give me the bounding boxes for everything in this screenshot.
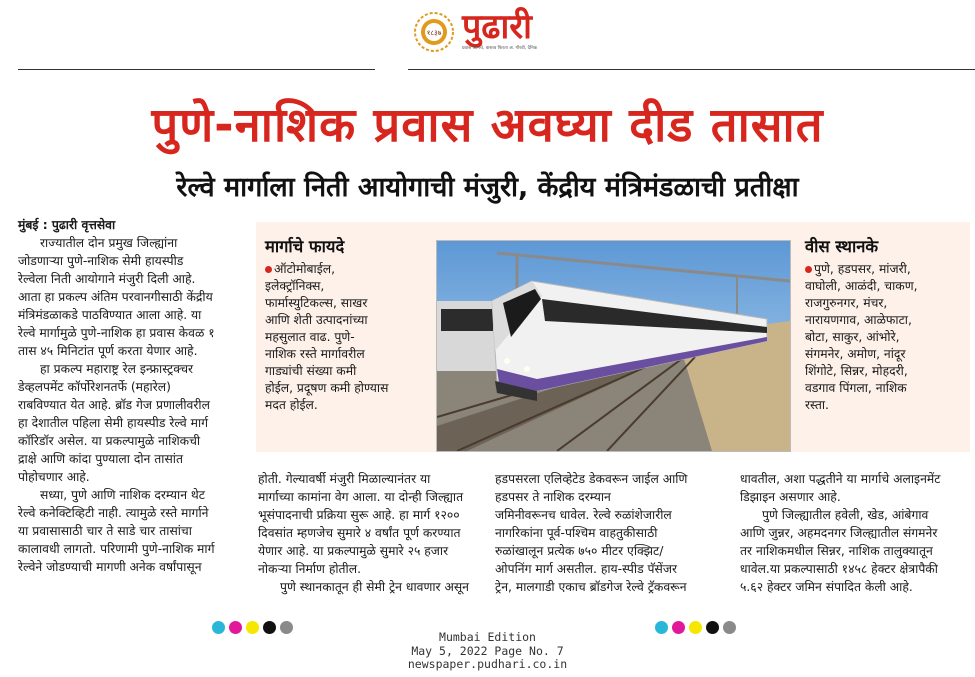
stations_box-text: रस्ता. bbox=[805, 398, 829, 412]
newspaper-logo bbox=[462, 8, 572, 54]
column-1-text bbox=[18, 234, 250, 576]
benefits_box-text: इलेक्ट्रॉनिक्स, bbox=[265, 279, 325, 293]
benefits_box-text: ऑटोमोबाईल, bbox=[274, 262, 335, 276]
footer bbox=[0, 631, 975, 672]
stations_box-text: वडगाव पिंगला, नाशिक bbox=[805, 381, 907, 395]
stations_box-text: वाघोली, आळंदी, चाकण, bbox=[805, 279, 918, 293]
stations_box-text: पुणे, हडपसर, मांजरी, bbox=[814, 262, 911, 276]
column1-line: द्राक्षे आणि कांदा पुण्याला दोन तासांत bbox=[18, 452, 183, 466]
column1-line: हा प्रकल्प महाराष्ट्र रेल इन्फ्रास्ट्रक्चर bbox=[40, 362, 194, 376]
stations_box-line bbox=[805, 295, 970, 312]
stations_box-line bbox=[805, 261, 970, 278]
stations-list bbox=[805, 261, 970, 414]
column2-line: नोकऱ्या निर्माण होतील. bbox=[258, 562, 361, 576]
benefits_box-line bbox=[265, 295, 435, 312]
column3-line: हडपसर ते नाशिक दरम्यान bbox=[495, 490, 611, 504]
column1-line: रेल्वेला निती आयोगाने मंजुरी दिली आहे. bbox=[18, 272, 196, 286]
stations_box-line bbox=[805, 329, 970, 346]
stations-title: वीस स्थानके bbox=[805, 237, 879, 256]
benefits_box-line bbox=[265, 329, 435, 346]
column1-line: सध्या, पुणे आणि नाशिक दरम्यान थेट bbox=[40, 488, 205, 502]
paper-tagline: प्रवास आमचे, वास्तव फिरता अ. गौरवी, दैनिक bbox=[462, 46, 538, 51]
train-photo bbox=[436, 240, 791, 452]
stations_box-line bbox=[805, 363, 970, 380]
stations_box-line bbox=[805, 278, 970, 295]
column4-line: तर नाशिकमधील सिन्नर, नाशिक तालुक्यातून bbox=[740, 544, 933, 558]
column2-line: होती. गेल्यावर्षी मंजुरी मिळाल्यानंतर या bbox=[258, 472, 431, 486]
emblem-text: १८३७ bbox=[426, 29, 442, 37]
column1-line: कालावधी लागतो. परिणामी पुणे-नाशिक मार्ग bbox=[18, 542, 215, 556]
benefits_box-line bbox=[265, 397, 435, 414]
column1-line: राज्यातील दोन प्रमुख जिल्ह्यांना bbox=[40, 236, 178, 250]
benefits_box-text: फार्मास्युटिकल्स, साखर bbox=[265, 296, 368, 310]
column1-line: रेल्वेने जोडण्याची मागणी अनेक वर्षांपासून bbox=[18, 560, 202, 574]
benefits_box-line bbox=[265, 380, 435, 397]
column4-line: धावेल.या प्रकल्पासाठी १४५८ हेक्टर क्षेत्रापैकी bbox=[740, 562, 938, 576]
footer-edition: Mumbai Edition bbox=[439, 630, 536, 644]
column1-line: राबविण्यात येत आहे. ब्रॉड गेज प्रणालीवरील bbox=[18, 398, 210, 412]
column-4 bbox=[740, 470, 972, 596]
column1-line: रेल्वे मार्गामुळे पुणे-नाशिक हा प्रवास केवळ १ bbox=[18, 326, 215, 340]
column-1 bbox=[18, 216, 250, 576]
masthead-rule-right bbox=[408, 69, 975, 70]
benefits_box-line bbox=[265, 346, 435, 363]
column-3 bbox=[495, 470, 733, 596]
column3-line: हडपसरला एलिव्हेटेड डेकवरून जाईल आणि bbox=[495, 472, 688, 486]
column1-line: आता हा प्रकल्प अंतिम परवानगीसाठी केंद्रीय bbox=[18, 290, 213, 304]
column1-line: डेव्हलपमेंट कॉर्पोरेशनतर्फे (महारेल) bbox=[18, 380, 171, 394]
column4-line: डिझाइन असणार आहे. bbox=[740, 490, 841, 504]
stations_box-text: बोटा, साकुर, आंभोरे, bbox=[805, 330, 900, 344]
benefits_box-line bbox=[265, 312, 435, 329]
footer-date-page: May 5, 2022 Page No. 7 bbox=[411, 643, 564, 658]
column1-line: कॉरिडॉर असेल. या प्रकल्पामुळे नाशिकची bbox=[18, 434, 201, 448]
benefits_box-line bbox=[265, 363, 435, 380]
benefits-list bbox=[265, 261, 435, 414]
column1-line: पोहोचणार आहे. bbox=[18, 470, 90, 484]
benefits_box-line bbox=[265, 278, 435, 295]
stations_box-line bbox=[805, 397, 970, 414]
stations_box-line bbox=[805, 346, 970, 363]
byline: मुंबई : पुढारी वृत्तसेवा bbox=[18, 218, 116, 232]
headline: पुणे-नाशिक प्रवास अवघ्या दीड तासात bbox=[151, 98, 824, 153]
benefits_box-text: आणि शेती उत्पादनांच्या bbox=[265, 313, 368, 327]
column3-line: जमिनीवरूनच धावेल. रेल्वे रुळांशेजारील bbox=[495, 508, 672, 522]
bullet-dot-icon bbox=[265, 266, 272, 273]
stations_box-line bbox=[805, 312, 970, 329]
benefits-panel bbox=[265, 236, 435, 414]
column2-line: मार्गाच्या कामांना वेग आला. या दोन्ही जिल्ह्यात bbox=[258, 490, 464, 504]
column1-line: हा देशातील पहिला सेमी हायस्पीड रेल्वे मार्ग bbox=[18, 416, 209, 430]
masthead-rule-left bbox=[18, 69, 375, 70]
stations_box-text: राजगुरुनगर, मंचर, bbox=[805, 296, 888, 310]
column3-line: नागरिकांना पूर्व-पश्चिम वाहतुकीसाठी bbox=[495, 526, 658, 540]
column1-line: जोडणाऱ्या पुणे-नाशिक सेमी हायस्पीड bbox=[18, 254, 184, 268]
subheadline: रेल्वे मार्गाला निती आयोगाची मंजुरी, केंद्रीय मंत्रिमंडळाची प्रतीक्षा bbox=[176, 172, 799, 203]
column4-line: ५.६२ हेक्टर जमिन संपादित केली आहे. bbox=[740, 580, 913, 594]
stations-panel bbox=[805, 236, 970, 414]
benefits_box-text: होईल, प्रदूषण कमी होण्यास bbox=[265, 381, 389, 395]
footer-url: newspaper.pudhari.co.in bbox=[407, 657, 568, 671]
benefits-title: मार्गाचे फायदे bbox=[265, 237, 345, 256]
stations_box-text: संगमनेर, अमोण, नांदूर bbox=[805, 347, 906, 361]
benefits_box-text: मदत होईल. bbox=[265, 398, 318, 412]
benefits_box-text: महसुलात वाढ. पुणे- bbox=[265, 330, 355, 344]
column3-line: रुळांखालून प्रत्येक ७५० मीटर एक्झिट/ bbox=[495, 544, 664, 558]
column2-line: येणार आहे. या प्रकल्पामुळे सुमारे २५ हजार bbox=[258, 544, 449, 558]
column3-line: ओपनिंग मार्ग असतील. हाय-स्पीड पॅसेंजर bbox=[495, 562, 678, 576]
column4-line: आणि जुन्नर, अहमदनगर जिल्ह्यातील संगमनेर bbox=[740, 526, 938, 540]
column1-line: या प्रवासासाठी चार ते साडे चार तासांचा bbox=[18, 524, 192, 538]
column4-line: पुणे जिल्ह्यातील हवेली, खेड, आंबेगाव bbox=[762, 508, 929, 522]
stations_box-text: शिंगोटे, सिन्नर, मोहदरी, bbox=[805, 364, 908, 378]
column4-line: धावतील, अशा पद्धतीने या मार्गाचे अलाइनमेंट bbox=[740, 472, 941, 486]
column-2 bbox=[258, 470, 483, 596]
stations_box-text: नारायणगाव, आळेफाटा, bbox=[805, 313, 912, 327]
paper-name: पुढारी bbox=[462, 8, 572, 46]
column2-line: भूसंपादनाची प्रक्रिया सुरू आहे. हा मार्ग १२०० bbox=[258, 508, 460, 522]
column3-line: ट्रेन, मालगाडी एकाच ब्रॉडगेज रेल्वे ट्रॅकवरून bbox=[495, 580, 687, 594]
bullet-dot-icon bbox=[805, 266, 812, 273]
stations_box-line bbox=[805, 380, 970, 397]
benefits_box-text: गाड्यांची संख्या कमी bbox=[265, 364, 357, 378]
column2-line: दिवसांत म्हणजेच सुमारे ४ वर्षांत पूर्ण करण्यात bbox=[258, 526, 461, 540]
benefits_box-text: नाशिक रस्ते मार्गावरील bbox=[265, 347, 365, 361]
column1-line: तास ४५ मिनिटांत पूर्ण करता येणार आहे. bbox=[18, 344, 198, 358]
newspaper-emblem-icon bbox=[414, 12, 454, 52]
column1-line: मंत्रिमंडळाकडे पाठविण्यात आला आहे. या bbox=[18, 308, 202, 322]
benefits_box-line bbox=[265, 261, 435, 278]
column2-line: पुणे स्थानकातून ही सेमी ट्रेन धावणार असून bbox=[280, 580, 470, 594]
column1-line: रेल्वे कनेक्टिव्हिटी नाही. त्यामुळे रस्ते मार्गाने bbox=[18, 506, 209, 520]
